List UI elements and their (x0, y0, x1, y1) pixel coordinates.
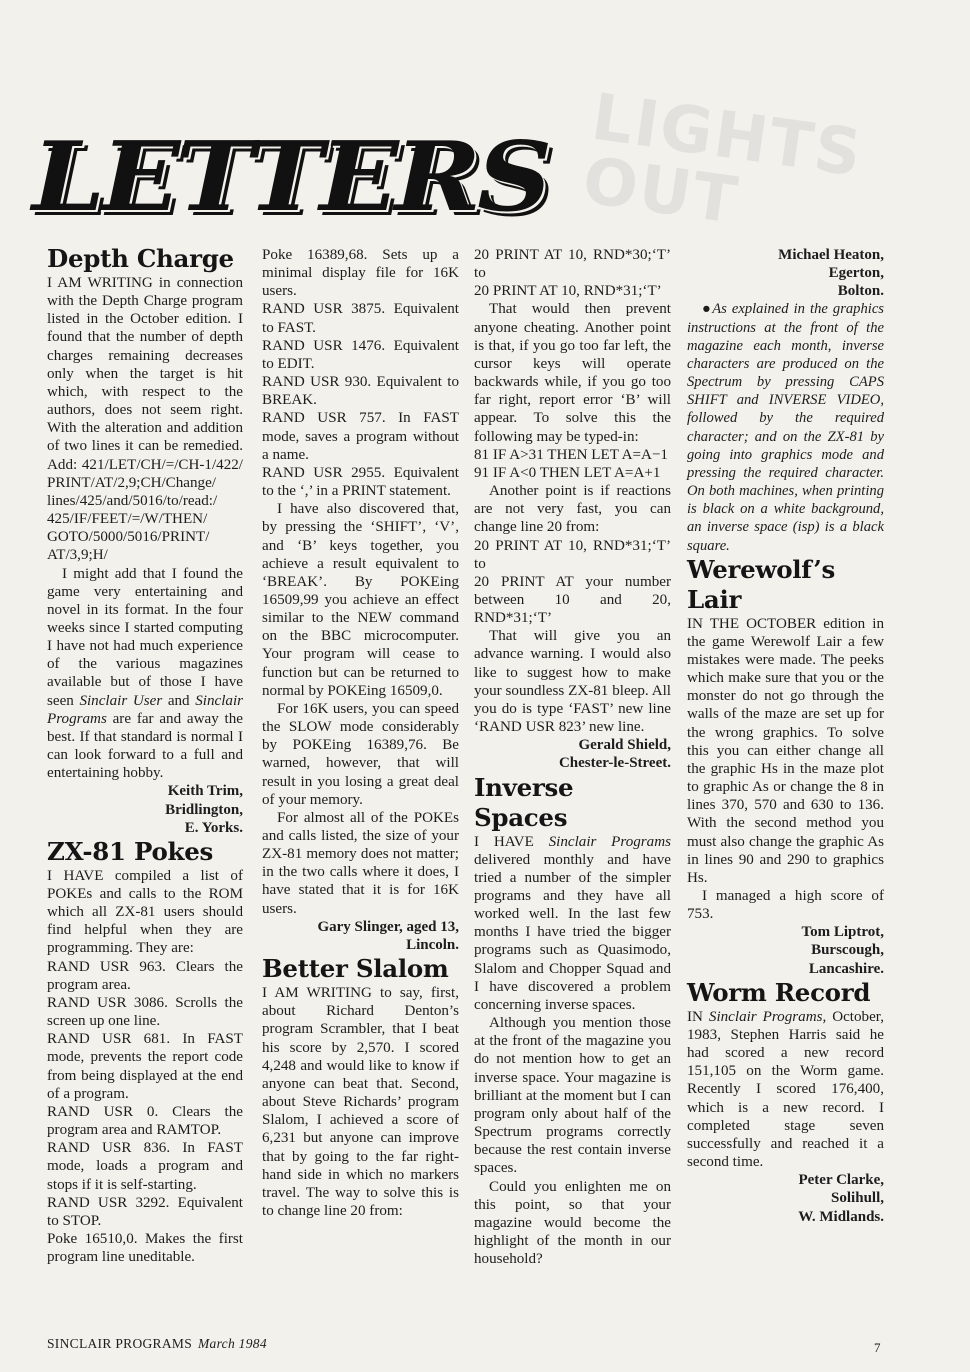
better-slalom-code: 20 PRINT AT your number between 10 and 20, RND*31;‘T’ (474, 573, 671, 627)
zx81-pokes-item: RAND USR 963. Clears the program area. (47, 958, 243, 993)
zx81-pokes-item: RAND USR 1476. Equivalent to EDIT. (262, 337, 459, 372)
inverse-spaces-heading: Inverse Spaces (474, 772, 574, 832)
better-slalom-heading: Better Slalom (262, 954, 449, 984)
zx81-pokes-item: RAND USR 3086. Scrolls the screen up one line. (47, 994, 243, 1030)
werewolfs-lair-signature: Tom Liptrot, Burscough, Lancashire. (801, 924, 884, 977)
worm-record-para: IN Sinclair Programs, October, 1983, Stephen Harris said he had scored a new record 151,105 on the Worm game. Recently I scored 176,400, which is a new record. I completed stage seven successfully and reached it a second time. (687, 1008, 884, 1171)
zx81-pokes-item: Poke 16389,68. Sets up a minimal display file for 16K users. (262, 247, 459, 300)
better-slalom-code: 20 PRINT AT 10, RND*31;‘T’ (474, 283, 662, 300)
depth-charge-heading: Depth Charge (47, 244, 234, 273)
better-slalom-para: That would then prevent anyone cheating. Another point is that, if you go too far left, the cursor keys will operate backwards while, if you go too far right, report error ‘B’ will appear. To solve this the following may be typed-in: (474, 301, 671, 445)
zx81-pokes-item: Poke 16510,0. Makes the first program line uneditable. (47, 1230, 243, 1266)
background-ghost-heading: LIGHTS OUT (578, 80, 868, 239)
zx81-pokes-item: RAND USR 757. In FAST mode, saves a program without a name. (262, 410, 459, 463)
worm-record-heading: Worm Record (687, 977, 871, 1007)
depth-charge-para: I might add that I found the game very entertaining and novel in its format. In the four weeks since I started computing I have not had much experience of the various magazines available but of those I have seen Sinclair User and Sinclair Programs are far and away the best. If that standard is normal I can look forward to a full and entertaining hobby. (47, 565, 244, 782)
better-slalom-signature: Gerald Shield, Chester-le-Street. (558, 737, 671, 772)
werewolfs-lair-para: I managed a high score of 753. (687, 888, 884, 923)
werewolfs-lair-heading: Werewolf’s Lair (687, 554, 836, 614)
worm-record-signature: Peter Clarke, Solihull, W. Midlands. (798, 1172, 884, 1225)
better-slalom-para: Another point is if reactions are not very fast, you can change line 20 from: (474, 483, 671, 536)
page-footer (47, 1336, 267, 1352)
inverse-spaces-para: Although you mention those at the front of the magazine you do not mention how to get an inverse space. Your magazine is brilliant at the moment but I can program only about half of the Spectrum programs correctly because the rest contain inverse spaces. (474, 1015, 671, 1177)
zx81-pokes-para: I HAVE compiled a list of POKEs and calls to the ROM which all ZX-81 users should find helpful when they are programming. They are: (47, 867, 243, 957)
publication-name: SINCLAIR PROGRAMS (47, 1336, 193, 1351)
letters-banner: LETTERS (32, 120, 549, 234)
zx81-pokes-item: RAND USR 3875. Equivalent to FAST. (262, 301, 459, 336)
inverse-spaces-signature: Michael Heaton, Egerton, Bolton. (778, 247, 884, 300)
bullet-icon: ● (702, 301, 713, 318)
zx81-pokes-signature: Gary Slinger, aged 13, Lincoln. (317, 918, 459, 953)
better-slalom-para: That will give you an advance warning. I would also like to suggest how to make your soundless ZX-81 bleep. All you do is type ‘FAST’ new line ‘RAND USR 823’ new line. (474, 628, 671, 736)
zx81-pokes-item: RAND USR 2955. Equivalent to the ‘,’ in a PRINT statement. (262, 464, 459, 500)
inverse-spaces-para: Could you enlighten me on this point, so that your magazine would become the highlight of the month in our household? (474, 1178, 671, 1268)
inverse-spaces-para: I HAVE Sinclair Programs delivered monthly and have tried a number of the simpler programs and they have all worked well. In the last few months I have tried the bigger programs such as Quasimodo, Slalom and Chopper Squad and I have discovered a problem concerning inverse spaces. (474, 833, 671, 1013)
zx81-pokes-para: For 16K users, you can speed the SLOW mode considerably by POKEing 16389,76. Be warned, however, that will result in you losing a great deal of your memory. (262, 700, 459, 808)
issue-date: March 1984 (198, 1336, 267, 1351)
column-1 (47, 244, 243, 1266)
werewolfs-lair-para: IN THE OCTOBER edition in the game Werewolf Lair a few mistakes were made. The peeks which make sure that you or the monster do not go through the walls of the maze are set up for the wrong graphics. To solve this you can either change all the graphic Hs in the maze plot to graphic As or change the 8 in lines 370, 570 and 630 to 136. With the second method you must also change the graphic As in lines 90 and 290 to graphics Hs. (687, 615, 884, 886)
better-slalom-para: I AM WRITING to say, first, about Richard Denton’s program Scrambler, that I beat his score by 2,570. I scored 4,248 and would like to know if anyone can beat that. Second, about Steve Richards’ program Slalom, I achieved a score of 6,231 but anyone can improve that by going to the far right-hand side in which no markers travel. The way to solve this is to change line 20 from: (262, 985, 459, 1219)
better-slalom-code: 81 IF A>31 THEN LET A=A−1 (474, 446, 668, 463)
page-number: 7 (874, 1340, 881, 1355)
zx81-pokes-item: RAND USR 0. Clears the program area and RAMTOP. (47, 1103, 243, 1139)
better-slalom-code: 20 PRINT AT 10, RND*31;‘T’ to (474, 537, 671, 572)
zx81-pokes-item: RAND USR 930. Equivalent to BREAK. (262, 374, 459, 409)
column-3 (474, 246, 671, 1268)
better-slalom-code: 91 IF A<0 THEN LET A=A+1 (474, 464, 661, 481)
zx81-pokes-item: RAND USR 681. In FAST mode, prevents the report code from being displayed at the end of a program. (47, 1031, 243, 1102)
column-4 (687, 246, 884, 1226)
depth-charge-para: I AM WRITING in connection with the Depth Charge program listed in the October edition. I found that the number of depth charges remaining decreases only when the target is hit which, with respect to the authors, does not seem right. With the alteration and addition of two lines it can be remedied. Add: 421/LET/CH/=/CH-1/422/ PRINT/AT/2,9;CH/Change/ lines/425/and/5016/to/read:/ 425/IF/FEET/=/W/THEN/ GOTO/5000/5016/PRINT/ AT/3,9;H/ (47, 275, 243, 564)
depth-charge-signature: Keith Trim, Bridlington, E. Yorks. (165, 783, 243, 836)
zx81-pokes-item: RAND USR 836. In FAST mode, loads a program and stops if it is self-starting. (47, 1140, 243, 1193)
editor-note: ●As explained in the graphics instructions at the front of the magazine each month, inverse characters are produced on the Spectrum by pressing CAPS SHIFT and INVERSE VIDEO, followed by the required character; and on the ZX-81 by going into graphics mode and pressing the required character. On both machines, when printing is black on a white background, an inverse space (isp) is a black square. (687, 301, 884, 554)
zx81-pokes-item: RAND USR 3292. Equivalent to STOP. (47, 1194, 243, 1229)
zx81-pokes-para: For almost all of the POKEs and calls listed, the size of your ZX-81 memory does not matter; in the two calls where it does, I have stated that it is for 16K users. (262, 809, 459, 917)
zx81-pokes-para: I have also discovered that, by pressing the ‘SHIFT’, ‘V’, and ‘B’ keys together, you achieve a result equivalent to ‘BREAK’. By POKEing 16509,99 you achieve an effect similar to the NEW command on the BBC microcomputer. Your program will cease to function but can be returned to normal by POKEing 16509,0. (262, 501, 459, 699)
better-slalom-code: 20 PRINT AT 10, RND*30;‘T’ to (474, 247, 671, 282)
column-2 (262, 246, 459, 1220)
zx81-pokes-heading: ZX-81 Pokes (47, 836, 213, 866)
